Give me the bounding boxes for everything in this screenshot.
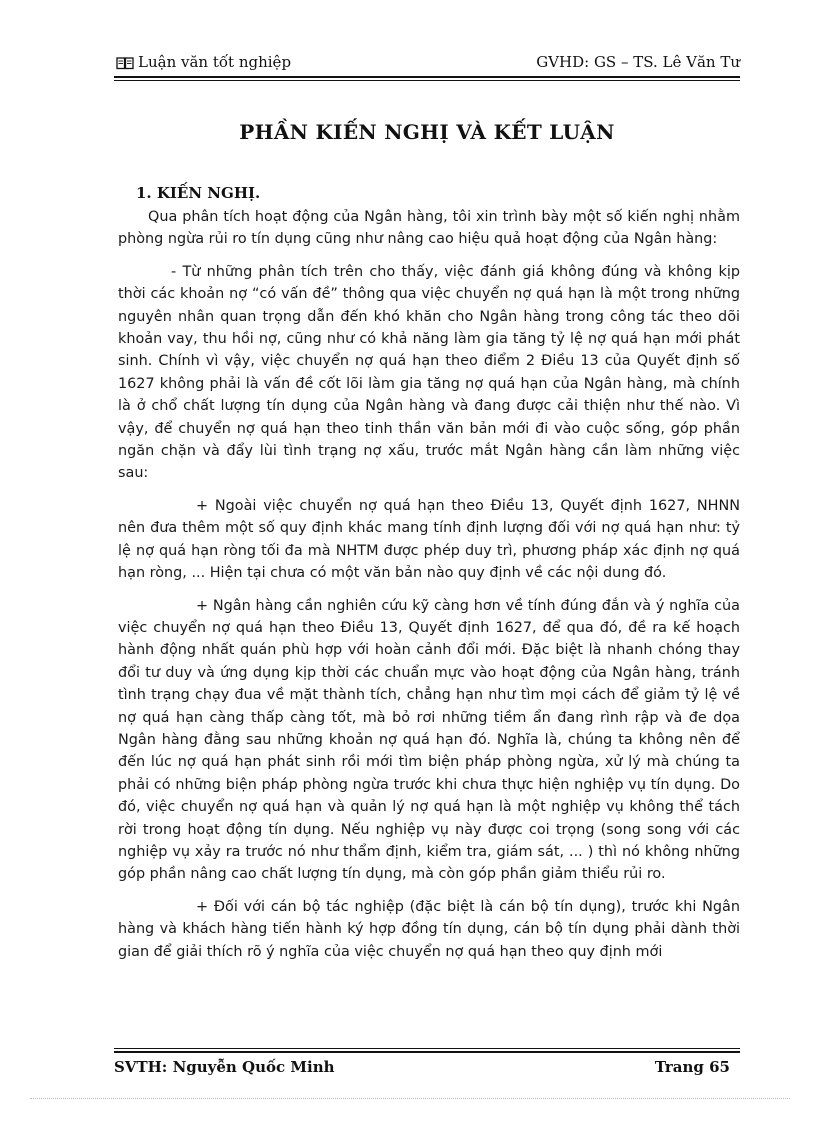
header-advisor: GVHD: GS – TS. Lê Văn Tư (536, 53, 740, 71)
page-title: PHẦN KIẾN NGHỊ VÀ KẾT LUẬN (239, 120, 615, 144)
paragraph-dash: - Từ những phân tích trên cho thấy, việc đánh giá không đúng và không kịp thời các khoản nợ “có vấn đề” thông qua việc chuyển nợ quá hạn là một trong những nguyên nhân quan trọng dẫn đến khó khăn cho Ngân hàng trong công tác theo dõi khoản vay, thu hồi nợ, cũng như có khả năng làm gia tăng tỷ lệ nợ quá hạn mới phát sinh. Chính vì vậy, việc chuyển nợ quá hạn theo điểm 2 Điều 13 của Quyết định số 1627 không phải là vấn đề cốt lõi làm gia tăng nợ quá hạn của Ngân hàng, mà chính là ở chổ chất lượng tín dụng của Ngân hàng và đang được cải thiện như thế nào. Vì vậy, để chuyển nợ quá hạn theo tinh thần văn bản mới đi vào cuộc sống, góp phần ngăn chặn và đẩy lùi tình trạng nợ xấu, trước mắt Ngân hàng cần làm những việc sau: (118, 263, 740, 482)
footer-rule-thin (114, 1048, 740, 1049)
paragraph-plus-1: + Ngoài việc chuyển nợ quá hạn theo Điều 13, Quyết định 1627, NHNN nên đưa thêm một số quy định khác mang tính định lượng đối với nợ quá hạn như: tỷ lệ nợ quá hạn ròng tối đa mà NHTM được phép duy trì, phương pháp xác định nợ quá hạn ròng, ... Hiện tại chưa có một văn bản nào quy định về các nội dung đó. (118, 497, 740, 582)
footer-rule-thick (114, 1051, 740, 1053)
header-thesis-label: Luận văn tốt nghiệp (138, 53, 292, 71)
page-footer (114, 1058, 740, 1080)
header-left (116, 53, 291, 71)
body-text (118, 206, 740, 973)
paragraph-plus-2: + Ngân hàng cần nghiên cứu kỹ càng hơn về tính đúng đắn và ý nghĩa của việc chuyển nợ quá hạn theo Điều 13, Quyết định 1627, để qua đó, đề ra kế hoạch hành động nhất quán phù hợp với hoàn cảnh đổi mới. Đặc biệt là nhanh chóng thay đổi tư duy và ứng dụng kịp thời các chuẩn mực vào hoạt động của Ngân hàng, tránh tình trạng chạy đua về mặt thành tích, chẳng hạn như tìm mọi cách để giảm tỷ lệ về nợ quá hạn càng thấp càng tốt, mà bỏ rơi những tiềm ẩn đang rình rập và đe dọa Ngân hàng đằng sau những khoản nợ quá hạn đó. Nghĩa là, chúng ta không nên để đến lúc nợ quá hạn phát sinh rồi mới tìm biện pháp phòng ngừa, xử lý mà chúng ta phải có những biện pháp phòng ngừa trước khi chưa thực hiện nghiệp vụ tín dụng. Do đó, việc chuyển nợ quá hạn và quản lý nợ quá hạn là một nghiệp vụ không thể tách rời trong hoạt động tín dụng. Nếu nghiệp vụ này được coi trọng (song song với các nghiệp vụ xảy ra trước nó như thẩm định, kiểm tra, giám sát, ... ) thì nó không những góp phần nâng cao chất lượng tín dụng, mà còn góp phần giảm thiểu rủi ro. (118, 597, 740, 883)
book-icon (116, 56, 134, 69)
header-rule-thick (114, 76, 740, 78)
footer-dotted-divider (30, 1098, 790, 1099)
footer-author: SVTH: Nguyễn Quốc Minh (114, 1058, 335, 1076)
page-header (114, 50, 740, 74)
page-number: Trang 65 (654, 1058, 730, 1076)
paragraph-intro: Qua phân tích hoạt động của Ngân hàng, tôi xin trình bày một số kiến nghị nhằm phòng ngừa rủi ro tín dụng cũng như nâng cao hiệu quả hoạt động của Ngân hàng: (118, 209, 740, 248)
section-heading: 1. KIẾN NGHỊ. (136, 184, 261, 202)
header-rule-thin (114, 80, 740, 81)
paragraph-plus-3: + Đối với cán bộ tác nghiệp (đặc biệt là cán bộ tín dụng), trước khi Ngân hàng và khách hàng tiến hành ký hợp đồng tín dụng, cán bộ tín dụng phải dành thời gian để giải thích rõ ý nghĩa của việc chuyển nợ quá hạn theo quy định mới (118, 898, 740, 960)
